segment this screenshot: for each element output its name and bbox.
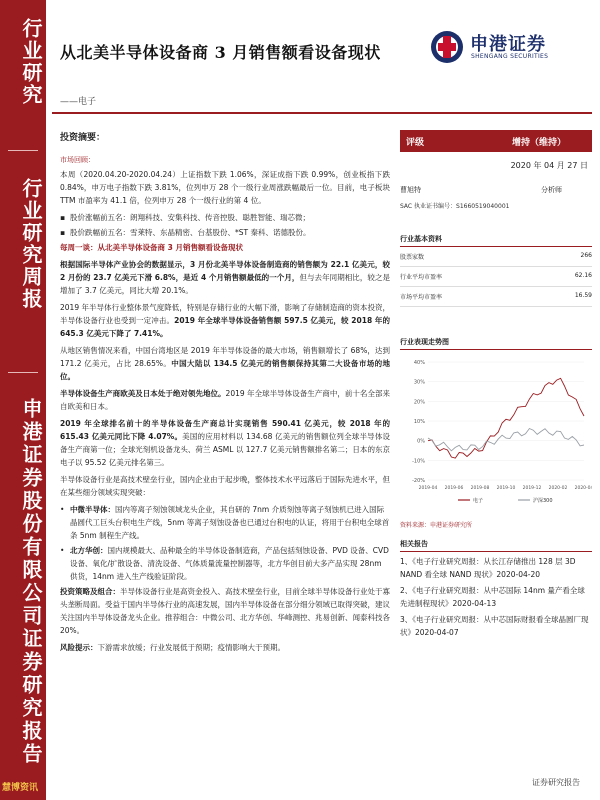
investment-strategy <box>60 585 390 637</box>
side-panel <box>400 130 592 639</box>
summary-title: 投资摘要： <box>60 133 106 143</box>
naura-text: 国内规模最大、品种最全的半导体设备制造商，产品包括刻蚀设备、PVD 设备、CVD 设备、氧化/扩散设备、清洗设备、气体质量流量控制器等，北方华创目前大多产品实现 28nm 供货，14nm 进入生产线验证阶段。 <box>70 546 389 581</box>
market-review-text: 本周（2020.04.20-2020.04.24）上证指数下跌 1.06%，深证成指下跌 0.99%，创业板指下跌 0.84%，申万电子指数下跌 3.81%，位列申万 28 个一级行业周涨跌幅最后一位。目前，电子板块 TTM 市盈率为 41.1 倍，位列申万 28 个一级行业的第 4 位。 <box>60 170 390 205</box>
brand-logo <box>430 28 590 68</box>
x-tick-label: 2020-02 <box>548 486 568 491</box>
investment-label: 投资策略及组合： <box>60 587 120 596</box>
sidebar-label-company: 申港证券股份有限公司证券研究报告 <box>19 398 43 766</box>
analyst-row <box>400 185 592 195</box>
legend-label: 沪深300 <box>533 498 553 504</box>
x-tick-label: 2019-10 <box>496 486 516 491</box>
amec-text: 国内等离子刻蚀领域龙头企业，其自研的 7nm 介质刻蚀等离子刻蚀机已进入国际晶圆代工巨头台积电生产线，5nm 等离子刻蚀设备也已通过台积电的认证，将用于台积电全球首条 5nm 制程生产线。 <box>70 505 390 540</box>
brand-name: 申港证券 <box>470 34 546 55</box>
analyst-role: 分析师 <box>541 186 562 194</box>
info-value: 16.59 <box>574 292 592 299</box>
risk-label: 风险提示： <box>60 643 98 652</box>
info-value: 266 <box>580 252 592 259</box>
analyst-cert-id: SAC 执业证书编号：S1660519040001 <box>400 203 510 210</box>
related-report-item[interactable]: 1、《电子行业研究周报：从长江存储推出 128 层 3D NAND 看全球 NAND 现状》2020-04-20 <box>400 557 576 579</box>
risk-warning <box>60 641 390 654</box>
risk-text: 下游需求放缓；行业发展低于预期；疫情影响大于预期。 <box>97 643 285 652</box>
rating-label: 评级 <box>406 137 425 148</box>
x-tick-label: 2019-12 <box>522 486 542 491</box>
paragraph-4-rest: 2019 年全球半导体设备生产商中，前十名全部来自欧美和日本。 <box>60 389 390 411</box>
brand-mark-icon <box>430 30 464 64</box>
performance-chart-svg <box>400 354 592 514</box>
market-review-tag: 市场回顾： <box>60 156 95 164</box>
sidebar-logo-text: 慧博资讯 <box>2 783 39 793</box>
info-key: 股票家数 <box>400 254 425 261</box>
top-losers-item: ▪ 股价跌幅前五名：雪莱特、东晶精密、台基股份、*ST 秦科、诺德股份。 <box>60 226 390 239</box>
paragraph-1 <box>60 258 390 297</box>
y-tick-label: 40% <box>413 360 425 366</box>
paragraph-1-rest: 但与去年同期相比，较之是增加了 3.7 亿美元，同比大增 20.1%。 <box>60 273 390 295</box>
paragraph-5-bold: 2019 年全球排名前十的半导体设备生产商总计实现销售 590.41 亿美元，较 2018 年的 615.43 亿美元同比下降 4.07%。 <box>60 419 390 441</box>
amec-item <box>60 503 390 542</box>
related-report-item[interactable]: 2、《电子行业研究周报：从中芯国际 14nm 量产看全球先进制程现状》2020-04-13 <box>400 586 585 608</box>
y-tick-label: -10% <box>412 458 425 465</box>
paragraph-3 <box>60 344 390 383</box>
page-title: 从北美半导体设备商 3 月销售额看设备现状 <box>60 43 381 62</box>
paragraph-2-text: 2019 年半导体行业整体景气度降低，特别是存储行业的大幅下滑，影响了存储制造商的资本投资，半导体设备行业也受到一定冲击。 <box>60 303 390 325</box>
paragraph-3-text: 从地区销售情况来看，中国台湾地区是 2019 年半导体设备的最大市场，销售额增长了 68%，达到 171.2 亿美元，占比 28.65%。 <box>60 346 390 368</box>
sidebar-label-industry-research: 行业研究 <box>19 18 43 106</box>
related-report-item[interactable]: 3、《电子行业研究周报：从中芯国际财报看全球晶圆厂现状》2020-04-07 <box>400 615 589 637</box>
x-tick-label: 2019-08 <box>470 486 490 491</box>
y-tick-label: 10% <box>413 419 425 425</box>
performance-chart <box>400 354 592 514</box>
rating-value: 增持（维持） <box>511 137 566 148</box>
sidebar-divider <box>8 150 38 151</box>
rating-banner <box>400 130 592 152</box>
info-value: 62.16 <box>574 272 592 279</box>
chart-title: 行业表现走势图 <box>400 337 592 350</box>
info-row <box>400 267 592 287</box>
info-row <box>400 247 592 267</box>
brand-english-name: SHENGANG SECURITIES <box>471 53 549 60</box>
y-tick-label: -20% <box>412 478 425 484</box>
paragraph-5 <box>60 417 390 469</box>
y-tick-label: 20% <box>413 399 425 406</box>
paragraph-2-bold: 2019 年全球半导体设备销售额 597.5 亿美元，较 2018 年的 645.3 亿美元下降了 7.41%。 <box>60 316 390 338</box>
legend-label: 电子 <box>473 498 484 504</box>
paragraph-6: 半导体设备行业是高技术壁垒行业，国内企业由于起步晚，整体技术水平远落后于国际先进水平，但在某些细分领域实现突破： <box>60 475 390 497</box>
paragraph-4 <box>60 387 390 413</box>
weekly-view-heading: 每周一谈：从北美半导体设备商 3 月销售额看设备现状 <box>60 243 243 252</box>
paragraph-4-bold: 半导体设备生产商欧美及日本处于绝对领先地位。 <box>60 389 226 398</box>
series-line <box>428 429 584 451</box>
paragraph-1-bold: 根据国际半导体产业协会的数据显示，3 月份北美半导体设备制造商的销售额为 22.1 亿美元，较 2 月份的 23.7 亿美元下滑 6.8%，是近 4 个月销售额最低的一个月， <box>60 260 390 282</box>
info-key: 市场平均市盈率 <box>400 294 443 301</box>
sidebar-label-weekly: 行业研究周报 <box>19 178 43 310</box>
x-tick-label: 2020-04 <box>574 486 592 491</box>
page-subtitle: ——电子 <box>60 97 97 107</box>
amec-label: 中微半导体： <box>70 505 115 514</box>
footer-text: 证券研究报告 <box>532 778 580 787</box>
paragraph-3-bold: 中国大陆以 134.5 亿美元的销售额保持其第二大设备市场的地位。 <box>60 359 390 381</box>
chart-source: 资料来源：申港证券研究所 <box>400 522 473 529</box>
header-divider <box>52 112 592 114</box>
x-tick-label: 2019-04 <box>418 486 438 491</box>
y-tick-label: 0% <box>417 438 425 445</box>
main-content <box>60 130 390 658</box>
y-tick-label: 30% <box>413 379 425 386</box>
x-tick-label: 2019-06 <box>444 486 464 491</box>
info-row <box>400 287 592 307</box>
paragraph-2 <box>60 301 390 340</box>
paragraph-5-rest: 美国的应用材料以 134.68 亿美元的销售额位列全球半导体设备生产商第一位；全球光刻机设备龙头、荷兰 ASML 以 127.7 亿美元销售额排名第二；日本的东京电子以 95.52 亿美元排名第三。 <box>60 432 390 467</box>
sidebar-divider <box>8 372 38 373</box>
left-sidebar <box>0 0 46 800</box>
top-gainers-item: ▪ 股价涨幅前五名：朗翔科技、安集科技、传音控股、聪胜智能、瑞芯微； <box>60 211 390 224</box>
naura-item <box>60 544 390 583</box>
industry-info-title: 行业基本资料 <box>400 234 592 247</box>
series-line <box>428 378 584 458</box>
investment-text: 半导体设备行业是高资金投入、高技术壁垒行业，目前全球半导体设备行业处于寡头垄断局面。受益于国内半导体行业的高速发展，国内半导体设备在部分细分领域已取得突破，建议关注国内半导体设备龙头企业。推荐组合：中微公司、北方华创、华峰测控、兆易创新、闻泰科技各 20%。 <box>60 587 390 635</box>
report-date: 2020 年 04 月 27 日 <box>510 161 588 170</box>
naura-label: 北方华创： <box>70 546 108 555</box>
info-key: 行业平均市盈率 <box>400 274 443 281</box>
related-reports-title: 相关报告 <box>400 539 592 552</box>
analyst-name: 曹旭特 <box>400 186 421 194</box>
